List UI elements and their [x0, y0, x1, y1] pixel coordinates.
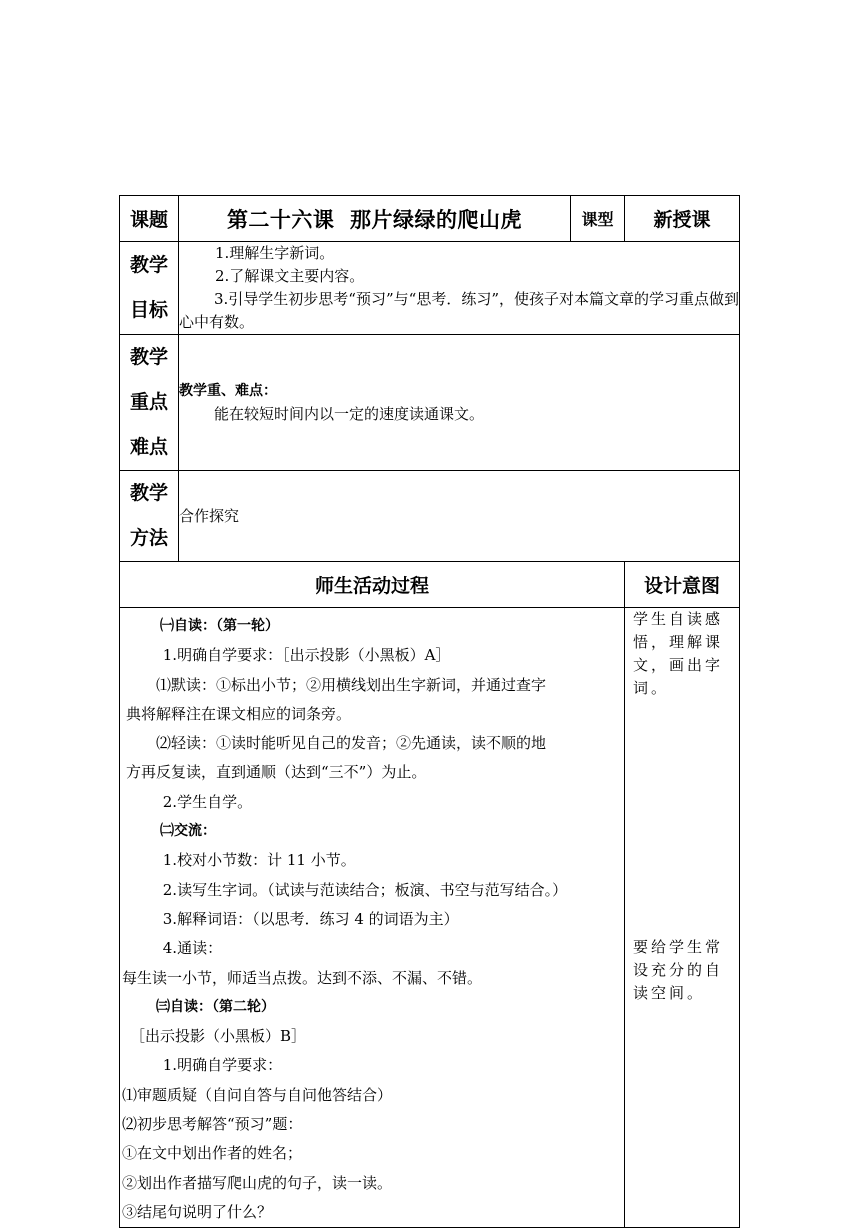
process-line: 1.明确自学要求： [158, 1056, 283, 1075]
method-label [120, 471, 179, 562]
process-line: 典将解释注在课文相应的词条旁。 [126, 704, 352, 723]
process-line: ①在文中划出作者的姓名； [122, 1144, 303, 1163]
process-line: ⑵轻读：①读时能听见自己的发音；②先通读，读不顺的地 [156, 734, 547, 753]
method-label-line1: 教学 [129, 482, 168, 504]
process-line: 2.读写生字词。（试读与范读结合；板演、书空与范写结合。） [158, 880, 568, 899]
process-line: ⑴审题质疑（自问自答与自问他答结合） [122, 1085, 393, 1104]
objective-item: 1.理解生字新词。 [215, 244, 335, 262]
objectives-label [120, 242, 179, 335]
objective-item: 2.了解课文主要内容。 [215, 267, 365, 285]
keypoints-row [120, 335, 740, 471]
keypoints-label-line1: 教学 [129, 346, 168, 368]
process-line: ②划出作者描写爬山虎的句子，读一读。 [122, 1173, 393, 1192]
method-text: 合作探究 [179, 506, 240, 525]
process-header: 师生活动过程 [120, 562, 625, 608]
keypoints-content [179, 335, 740, 471]
process-line: ㈡交流： [160, 823, 216, 840]
intent-header: 设计意图 [625, 562, 740, 608]
keypoints-label-line2: 重点 [129, 391, 168, 413]
intent-content [625, 608, 740, 1228]
process-line: 每生读一小节，师适当点拨。达到不添、不漏、不错。 [122, 968, 483, 987]
process-line: ⑵初步思考解答“预习”题： [122, 1115, 303, 1134]
process-line: 方再反复读，直到通顺（达到“三不”）为止。 [126, 763, 427, 782]
process-line: 1.校对小节数：计 11 小节。 [158, 851, 356, 870]
title-row [120, 196, 740, 242]
process-line: ⑴默读：①标出小节；②用横线划出生字新词，并通过查字 [156, 675, 547, 694]
keypoints-label-line3: 难点 [129, 436, 168, 458]
lesson-plan-table [119, 195, 740, 1228]
process-line: 2.学生自学。 [158, 792, 253, 811]
process-line: ③结尾句说明了什么？ [122, 1202, 273, 1221]
keypoints-text: 能在较短时间内以一定的速度读通课文。 [214, 404, 485, 423]
keypoints-heading: 教学重、难点： [179, 382, 277, 399]
type-value: 新授课 [625, 196, 740, 242]
process-line: 3.解释词语：（以思考．练习 4 的词语为主） [158, 909, 459, 928]
method-row [120, 471, 740, 562]
title-label: 课题 [120, 196, 179, 242]
process-line: ［出示投影（小黑板）B］ [130, 1027, 307, 1046]
process-line: 1.明确自学要求：［出示投影（小黑板）A］ [158, 646, 451, 665]
objectives-row [120, 242, 740, 335]
keypoints-label [120, 335, 179, 471]
objectives-content [179, 242, 740, 335]
process-body-row [120, 608, 740, 1228]
method-label-line2: 方法 [129, 527, 168, 549]
objectives-label-line2: 目标 [129, 299, 168, 321]
objectives-label-line1: 教学 [129, 254, 168, 276]
process-line: ㈠自读：（第一轮） [160, 618, 279, 634]
process-line: 4.通读： [158, 939, 223, 958]
intent-note: 要给学生常设充分的自读空间。 [633, 938, 724, 1002]
lesson-title: 第二十六课 那片绿绿的爬山虎 [179, 196, 571, 242]
process-header-row [120, 562, 740, 608]
objective-item: 3.引导学生初步思考“预习”与“思考．练习”，使孩子对本篇文章的学习重点做到心中有数。 [179, 290, 739, 331]
method-content [179, 471, 740, 562]
process-content [120, 608, 625, 1228]
process-line: ㈢自读：（第二轮） [156, 998, 275, 1015]
intent-note: 学生自读感悟，理解课文，画出字词。 [633, 610, 724, 697]
type-label: 课型 [571, 196, 625, 242]
